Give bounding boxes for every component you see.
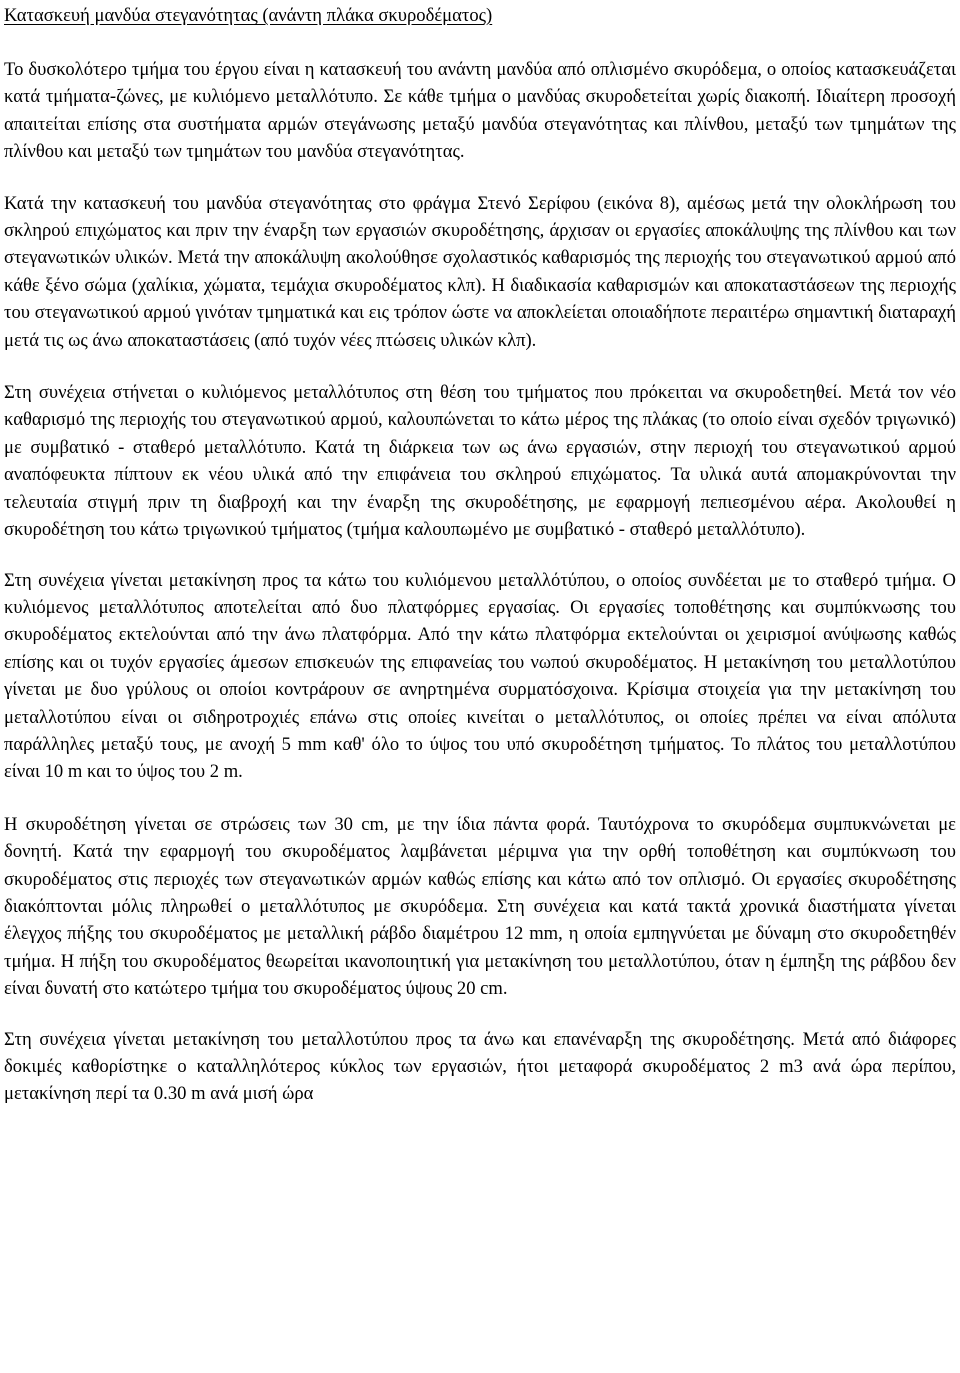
paragraph-cycle: Στη συνέχεια γίνεται μετακίνηση του μεταλλοτύπου προς τα άνω και επανέναρξη της σκυροδέτησης. Μετά από διάφορες δοκιμές καθορίστηκε ο καταλληλότερος κύκλος των εργασιών, ήτοι μεταφορά σκυροδέματος 2 m3 ανά ώρα περίπου, μετακίνηση περί τα 0.30 m ανά μισή ώρα — [4, 1028, 956, 1105]
section-heading: Κατασκευή μανδύα στεγανότητας (ανάντη πλάκα σκυροδέματος) — [4, 5, 493, 26]
paragraph-slipform: Στη συνέχεια γίνεται μετακίνηση προς τα κάτω του κυλιόμενου μεταλλότύπου, ο οποίος συνδέεται με το σταθερό τμήμα. Ο κυλιόμενος μεταλλότυπος αποτελείται από δυο πλατφόρμες εργασίας. Οι εργασίες τοποθέτησης και συμπύκνωσης του σκυροδέματος εκτελούνται από την άνω πλατφόρμα. Από την κάτω πλατφόρμα εκτελούνται οι χειρισμοί ανύψωσης καθώς επίσης και οι τυχόν εργασίες άμεσων επισκευών της επιφανείας του νωπού σκυροδέματος. Η μετακίνηση του μεταλλοτύπου γίνεται με δυο γρύλους οι οποίοι κοντράρουν σε ανηρτημένα συρματόσχοινα. Κρίσιμα στοιχεία για την μετακίνηση του μεταλλοτύπου είναι οι σιδηροτροχιές επάνω στις οποίες κινείται ο μεταλλότυπος, οι οποίες πρέπει να είναι απόλυτα παράλληλες μεταξύ τους, με ανοχή 5 mm καθ' όλο το ύψος του υπό σκυροδέτηση τμήματος. Το πλάτος του μεταλλοτύπου είναι 10 m και το ύψος του 2 m. — [4, 569, 956, 783]
paragraph-formwork: Στη συνέχεια στήνεται ο κυλιόμενος μεταλλότυπος στη θέση του τμήματος που πρόκειται να σκυροδετηθεί. Μετά τον νέο καθαρισμό της περιοχής του στεγανωτικού αρμού, καλουπώνεται το κάτω μέρος της πλάκας (το οποίο είναι σχεδόν τριγωνικό) με συμβατικό - σταθερό μεταλλότυπο. Κατά τη διάρκεια των ως άνω εργασιών, στην περιοχή του στεγανωτικού αρμού αναπόφευκτα πίπτουν εκ νέου υλικά από την επιφάνεια του σκληρού επιχώματος. Τα υλικά αυτά απομακρύνονται την τελευταία στιγμή πριν τη διαβροχή και την έναρξη της σκυροδέτησης, με εφαρμογή πεπιεσμένου αέρα. Ακολουθεί η σκυροδέτηση του κάτω τριγωνικού τμήματος (τμήμα καλουπωμένο με συμβατικό - σταθερό μεταλλότυπο). — [4, 382, 956, 541]
paragraph-intro: Το δυσκολότερο τμήμα του έργου είναι η κατασκευή του ανάντη μανδύα από οπλισμένο σκυρόδεμα, ο οποίος κατασκευάζεται κατά τμήματα-ζώνες, με κυλιόμενο μεταλλότυπο. Σε κάθε τμήμα ο μανδύας σκυροδετείται χωρίς διακοπή. Ιδιαίτερη προσοχή απαιτείται επίσης στα συστήματα αρμών στεγάνωσης μεταξύ μανδύα στεγανότητας και πλίνθου, μεταξύ των τμημάτων της πλίνθου και μεταξύ των τμημάτων του μανδύα στεγανότητας. — [4, 59, 956, 163]
paragraph-concreting: Η σκυροδέτηση γίνεται σε στρώσεις των 30 cm, με την ίδια πάντα φορά. Ταυτόχρονα το σκυρόδεμα συμπυκνώνεται με δονητή. Κατά την εφαρμογή του σκυροδέματος λαμβάνεται μέριμνα για την ορθή τοποθέτηση και συμπύκνωση του σκυροδέματος στις περιοχές των στεγανωτικών αρμών καθώς επίσης και κάτω από τον οπλισμό. Οι εργασίες σκυροδέτησης διακόπτονται μόλις πληρωθεί ο μεταλλότυπος με σκυρόδεμα. Στη συνέχεια και κατά τακτά χρονικά διαστήματα γίνεται έλεγχος πήξης του σκυροδέματος με μεταλλική ράβδο διαμέτρου 12 mm, η οποία εμπηγνύεται με δύναμη στο σκυροδετηθέν τμήμα. Η πήξη του σκυροδέματος θεωρείται ικανοποιητική για μετακίνηση του μεταλλοτύπου, όταν η έμπηξη της ράβδου δεν είναι δυνατή στο κατώτερο τμήμα του σκυροδέματος ύψους 20 cm. — [4, 813, 956, 1000]
document-page — [4, 0, 956, 1108]
paragraph-uncovering: Κατά την κατασκευή του μανδύα στεγανότητας στο φράγμα Στενό Σερίφου (εικόνα 8), αμέσως μετά την ολοκλήρωση του σκληρού επιχώματος και πριν την έναρξη των εργασιών σκυροδέτησης, άρχισαν οι εργασίες αποκάλυψης της πλίνθου και των στεγανωτικών υλικών. Μετά την αποκάλυψη ακολούθησε σχολαστικός καθαρισμός της περιοχής του στεγανωτικού αρμού από κάθε ξένο σώμα (χαλίκια, χώματα, τεμάχια σκυροδέματος κλπ). Η διαδικασία καθαρισμών και αποκαταστάσεων της περιοχής του στεγανωτικού αρμού γινόταν τμηματικά και εις τρόπον ώστε να αποκλείεται οποιαδήποτε περαιτέρω σημαντική διαταραχή μετά τις ως άνω αποκαταστάσεις (από τυχόν νέες πτώσεις υλικών κλπ). — [4, 192, 956, 351]
